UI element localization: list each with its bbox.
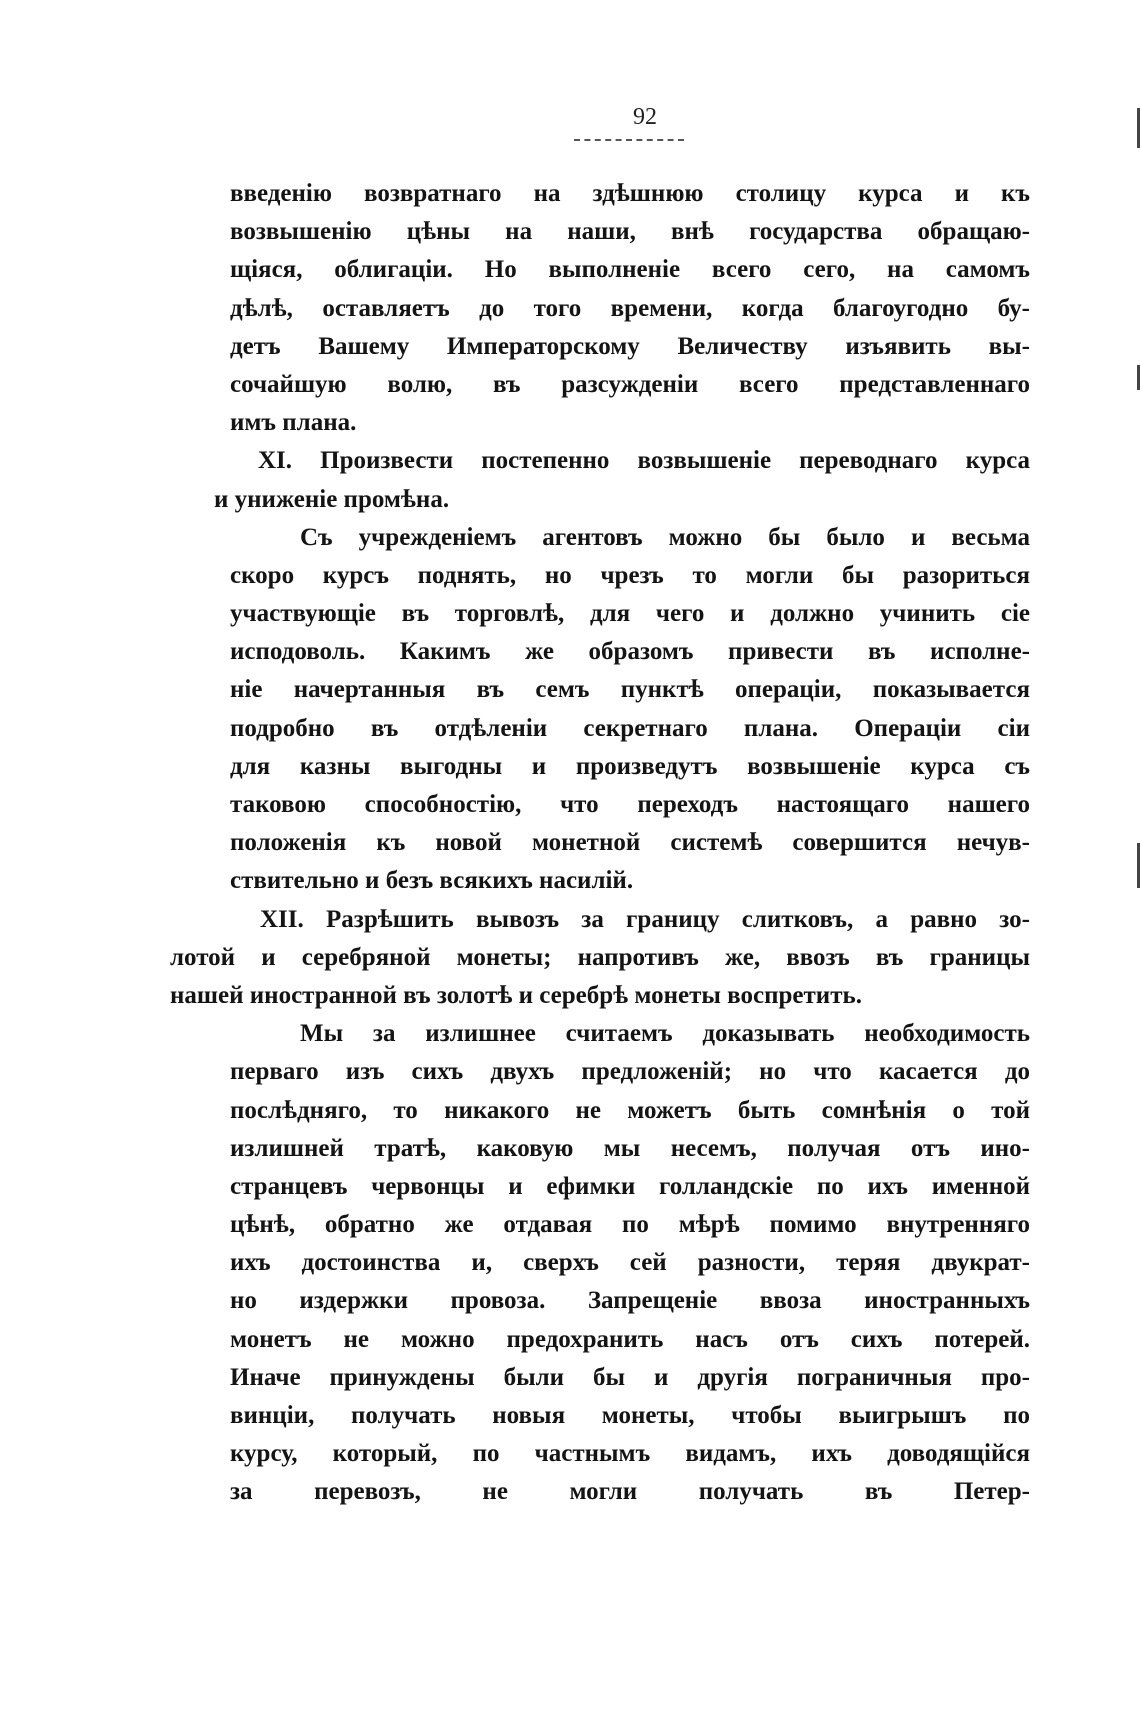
page-number: 92 <box>633 104 657 130</box>
paragraph-2 <box>214 442 1030 518</box>
text-line: подробно въ отдѣленіи секретнаго плана. Операціи сіи <box>230 714 1030 742</box>
text-line: за перевозъ, не могли получать въ Петер- <box>230 1478 1030 1506</box>
text-line: XI. Произвести постепенно возвышеніе переводнаго курса <box>258 447 1030 475</box>
text-line: Иначе принуждены были бы и другія пограничныя про- <box>230 1363 1030 1391</box>
text-line: таковою способностію, что переходъ настоящаго нашего <box>230 791 1030 818</box>
text-line: введенію возвратнаго на здѣшнюю столицу курса и къ <box>230 180 1030 207</box>
text-line: XII. Разрѣшить вывозъ за границу слитковъ, а равно зо- <box>260 905 1030 933</box>
text-line: нашей иностранной въ золотѣ и серебрѣ монеты воспретить. <box>170 981 862 1009</box>
text-line: положенія къ новой монетной системѣ совершится нечув- <box>230 829 1030 857</box>
text-line: Мы за излишнее считаемъ доказывать необходимость <box>300 1020 1030 1048</box>
text-line: курсу, который, по частнымъ видамъ, ихъ доводящійся <box>230 1440 1030 1468</box>
text-line: излишней тратѣ, каковую мы несемъ, получая отъ ино- <box>230 1134 1030 1162</box>
text-line: перваго изъ сихъ двухъ предложеній; но что касается до <box>230 1058 1030 1086</box>
text-line: Съ учрежденіемъ агентовъ можно бы было и весьма <box>300 523 1030 551</box>
text-line: монетъ не можно предохранить насъ отъ сихъ потерей. <box>230 1325 1030 1353</box>
text-line: цѣнѣ, обратно же отдавая по мѣрѣ помимо внутренняго <box>230 1211 1030 1239</box>
text-line: детъ Вашему Императорскому Величеству изъявить вы- <box>230 332 1030 360</box>
text-line: участвующіе въ торговлѣ, для чего и должно учинить сіе <box>230 600 1030 628</box>
text-line: и униженіе промѣна. <box>214 485 450 513</box>
paragraph-5 <box>230 1015 1030 1511</box>
text-line: сочайшую волю, въ разсужденіи всего представленнаго <box>230 370 1030 398</box>
text-line: послѣдняго, то никакого не можетъ быть сомнѣнія о той <box>230 1096 1030 1124</box>
text-line: ихъ достоинства и, сверхъ сей разности, теряя двукрат- <box>230 1249 1030 1277</box>
text-line: имъ плана. <box>230 409 357 437</box>
text-line: странцевъ червонцы и ефимки голландскіе по ихъ именной <box>230 1172 1030 1200</box>
paragraph-4 <box>170 901 1030 1016</box>
text-line: но издержки провоза. Запрещеніе ввоза иностранныхъ <box>230 1287 1030 1315</box>
text-line: дѣлѣ, оставляетъ до того времени, когда благоугодно бу- <box>230 294 1030 322</box>
text-line: исподоволь. Какимъ же образомъ привести въ исполне- <box>230 638 1030 666</box>
text-line: лотой и серебряной монеты; напротивъ же, ввозъ въ границы <box>170 943 1030 971</box>
paragraph-1 <box>230 175 1030 442</box>
text-line: щіяся, облигаціи. Но выполненіе всего сего, на самомъ <box>230 256 1030 284</box>
text-line: возвышенію цѣны на наши, внѣ государства обращаю- <box>230 218 1030 246</box>
text-line: ствительно и безъ всякихъ насилій. <box>230 867 634 895</box>
paragraph-3 <box>230 519 1030 901</box>
page-number-underline <box>574 139 684 141</box>
text-line: скоро курсъ поднять, но чрезъ то могли бы разориться <box>230 561 1030 589</box>
body-text <box>170 175 1030 1512</box>
text-line: винціи, получать новыя монеты, чтобы выигрышъ по <box>230 1402 1030 1429</box>
text-line: для казны выгодны и произведутъ возвышеніе курса съ <box>230 752 1030 780</box>
text-line: ніе начертанныя въ семъ пунктѣ операціи, показывается <box>230 676 1030 704</box>
